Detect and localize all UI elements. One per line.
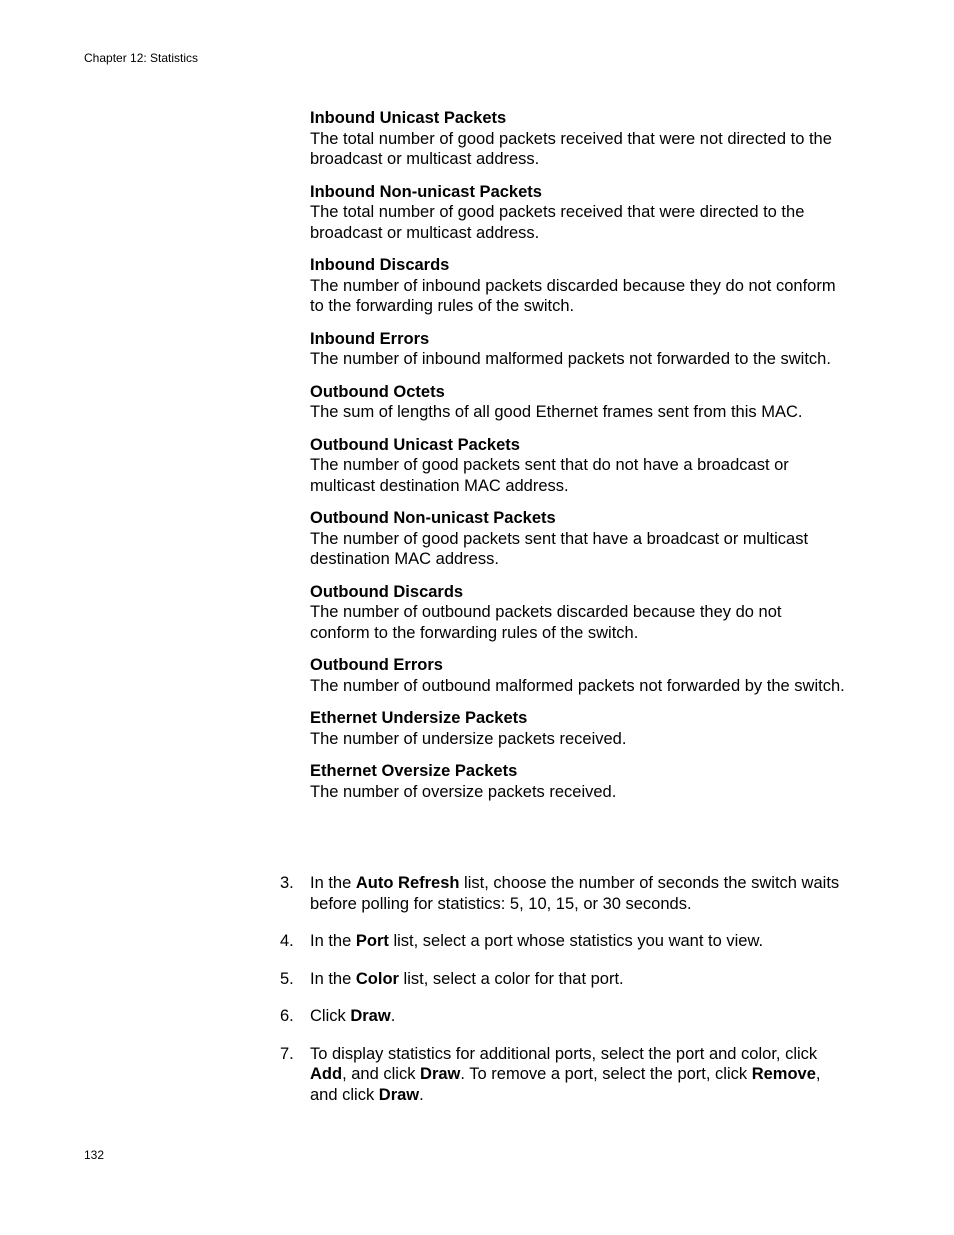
definition-term: Inbound Discards — [310, 256, 450, 274]
step-text-run: . — [419, 1085, 424, 1104]
step-keyword: Draw — [420, 1065, 461, 1083]
step-text-run: list, select a port whose statistics you want to view. — [388, 932, 764, 950]
step-text-run: In the — [310, 969, 356, 988]
step-text-run: To display statistics for additional ports, select the port and color, click — [310, 1044, 818, 1063]
step-text-run: list, select a color for that port. — [398, 969, 624, 988]
step-keyword: Port — [355, 932, 389, 950]
step-text — [310, 969, 845, 990]
step-keyword: Auto Refresh — [355, 874, 460, 892]
step-item — [280, 931, 845, 952]
definition-term: Inbound Non-unicast Packets — [310, 182, 542, 201]
step-keyword: Add — [310, 1065, 343, 1083]
step-number: 4. — [280, 932, 294, 950]
definition-item — [310, 382, 845, 423]
step-number: 7. — [280, 1044, 294, 1063]
definition-term: Outbound Octets — [310, 382, 445, 401]
definition-description: The total number of good packets received that were directed to the broadcast or multicast address. — [310, 203, 805, 242]
step-text-run: In the — [310, 874, 356, 892]
step-text-run: . — [390, 1007, 396, 1025]
step-text-run: Click — [310, 1007, 351, 1025]
definition-description: The number of undersize packets received. — [310, 729, 627, 748]
definition-description: The sum of lengths of all good Ethernet frames sent from this MAC. — [310, 403, 803, 421]
definition-item — [310, 582, 845, 644]
step-text-run: list, choose the number of seconds the switch waits before polling for statistics: 5, 10, 15, or 30 seconds. — [310, 874, 840, 913]
definition-term: Outbound Errors — [310, 656, 443, 674]
step-number: 6. — [280, 1007, 294, 1025]
step-number: 5. — [280, 969, 294, 988]
definition-term: Ethernet Oversize Packets — [310, 762, 518, 780]
procedure-steps — [280, 873, 845, 1122]
step-text — [310, 873, 845, 914]
definition-term: Inbound Errors — [310, 329, 430, 348]
definition-item — [310, 182, 845, 244]
page-number: 132 — [84, 1148, 105, 1162]
step-item — [280, 1006, 845, 1027]
definition-description: The number of good packets sent that have a broadcast or multicast destination MAC address. — [310, 529, 809, 568]
step-keyword: Draw — [378, 1085, 420, 1104]
definition-term: Outbound Discards — [310, 582, 464, 601]
definition-item — [310, 108, 845, 170]
step-text-run: . To remove a port, select the port, click — [460, 1065, 752, 1083]
definition-item — [310, 708, 845, 749]
definition-description: The number of outbound packets discarded because they do not conform to the forwarding rules of the switch. — [310, 603, 782, 642]
definition-term: Outbound Non-unicast Packets — [310, 509, 556, 527]
definition-term: Ethernet Undersize Packets — [310, 709, 528, 727]
step-text — [310, 1044, 845, 1106]
definition-description: The total number of good packets received that were not directed to the broadcast or multicast address. — [310, 129, 832, 168]
definition-list — [310, 108, 845, 814]
step-text — [310, 931, 845, 952]
step-text-run: , and click — [342, 1065, 421, 1083]
step-keyword: Color — [355, 969, 399, 988]
definition-description: The number of inbound packets discarded because they do not conform to the forwarding rules of the switch. — [310, 276, 836, 315]
step-item — [280, 969, 845, 990]
definition-item — [310, 655, 845, 696]
definition-description: The number of outbound malformed packets not forwarded by the switch. — [310, 676, 845, 695]
step-item — [280, 1044, 845, 1106]
definition-item — [310, 435, 845, 497]
step-keyword: Remove — [751, 1065, 816, 1083]
definition-item — [310, 761, 845, 802]
definition-description: The number of good packets sent that do not have a broadcast or multicast destination MAC address. — [310, 456, 789, 495]
step-keyword: Draw — [350, 1007, 391, 1025]
definition-item — [310, 508, 845, 570]
chapter-header: Chapter 12: Statistics — [84, 51, 199, 65]
step-text-run: , and click — [310, 1065, 821, 1104]
step-text — [310, 1006, 845, 1027]
definition-description: The number of inbound malformed packets not forwarded to the switch. — [310, 350, 831, 368]
step-item — [280, 873, 845, 914]
definition-description: The number of oversize packets received. — [310, 782, 617, 801]
definition-item — [310, 329, 845, 370]
step-text-run: In the — [310, 932, 356, 950]
definition-item — [310, 255, 845, 317]
definition-term: Inbound Unicast Packets — [310, 109, 507, 127]
definition-term: Outbound Unicast Packets — [310, 435, 520, 454]
step-number: 3. — [280, 874, 294, 892]
